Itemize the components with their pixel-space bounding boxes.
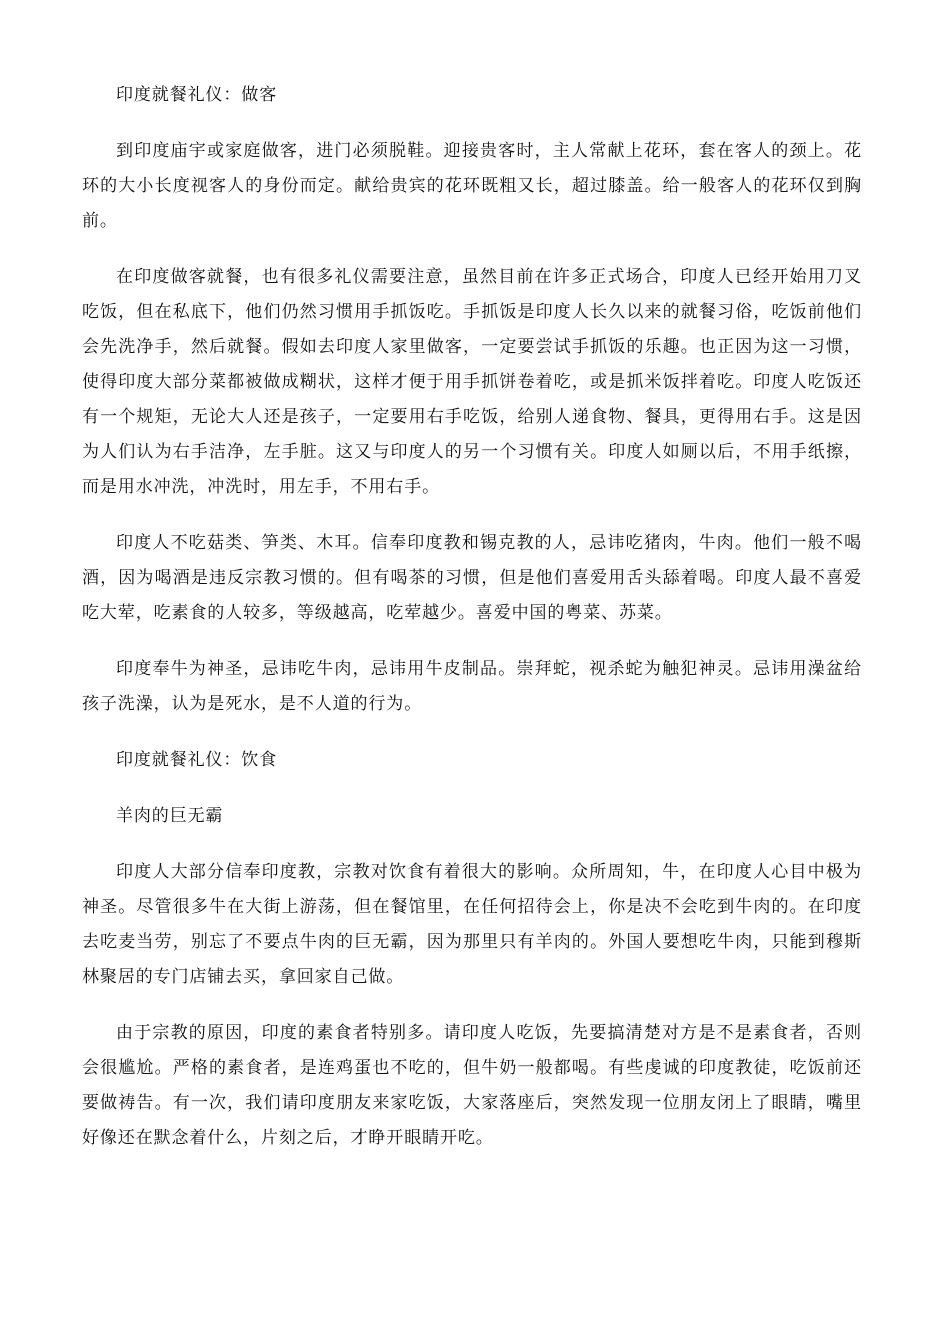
paragraph-food-taboos: 印度人不吃菇类、笋类、木耳。信奉印度教和锡克教的人，忌讳吃猪肉，牛肉。他们一般不喝酒，因为喝酒是违反宗教习惯的。但有喝茶的习惯，但是他们喜爱用舌头舔着喝。印度人最不喜爱吃大荤，吃素食的人较多，等级越高，吃荤越少。喜爱中国的粤菜、苏菜。: [82, 533, 862, 623]
document-body: [82, 78, 862, 1177]
paragraph-vegetarians: 由于宗教的原因，印度的素食者特别多。请印度人吃饭，先要搞清楚对方是不是素食者，否则会很尴尬。严格的素食者，是连鸡蛋也不吃的，但牛奶一般都喝。有些虔诚的印度教徒，吃饭前还要做祷告。有一次，我们请印度朋友来家吃饭，大家落座后，突然发现一位朋友闭上了眼睛，嘴里好像还在默念着什么，片刻之后，才睁开眼睛开吃。: [82, 1023, 862, 1148]
subheading-mutton-big-mac: 羊肉的巨无霸: [116, 806, 224, 826]
paragraph-visiting: 到印度庙宇或家庭做客，进门必须脱鞋。迎接贵客时，主人常献上花环，套在客人的颈上。花环的大小长度视客人的身份而定。献给贵宾的花环既粗又长，超过膝盖。给一般客人的花环仅到胸前。: [82, 141, 862, 231]
paragraph-hand-eating: 在印度做客就餐，也有很多礼仪需要注意，虽然目前在许多正式场合，印度人已经开始用刀叉吃饭，但在私底下，他们仍然习惯用手抓饭吃。手抓饭是印度人长久以来的就餐习俗，吃饭前他们会先洗净手，然后就餐。假如去印度人家里做客，一定要尝试手抓饭的乐趣。也正因为这一习惯，使得印度大部分菜都被做成糊状，这样才便于用手抓饼卷着吃，或是抓米饭拌着吃。印度人吃饭还有一个规矩，无论大人还是孩子，一定要用右手吃饭，给别人递食物、餐具，更得用右手。这是因为人们认为右手洁净，左手脏。这又与印度人的另一个习惯有关。印度人如厕以后，不用手纸擦，而是用水冲洗，冲洗时，用左手，不用右手。: [82, 267, 862, 497]
paragraph-religion-diet: 印度人大部分信奉印度教，宗教对饮食有着很大的影响。众所周知，牛，在印度人心目中极为神圣。尽管很多牛在大街上游荡，但在餐馆里，在任何招待会上，你是决不会吃到牛肉的。在印度去吃麦当劳，别忘了不要点牛肉的巨无霸，因为那里只有羊肉的。外国人要想吃牛肉，只能到穆斯林聚居的专门店铺去买，拿回家自己做。: [82, 862, 862, 987]
paragraph-cow-sacred: 印度奉牛为神圣，忌讳吃牛肉，忌讳用牛皮制品。崇拜蛇，视杀蛇为触犯神灵。忌讳用澡盆给孩子洗澡，认为是死水，是不人道的行为。: [82, 659, 862, 714]
section-heading-guest: 印度就餐礼仪：做客: [116, 85, 278, 105]
section-heading-diet: 印度就餐礼仪：饮食: [116, 750, 278, 770]
